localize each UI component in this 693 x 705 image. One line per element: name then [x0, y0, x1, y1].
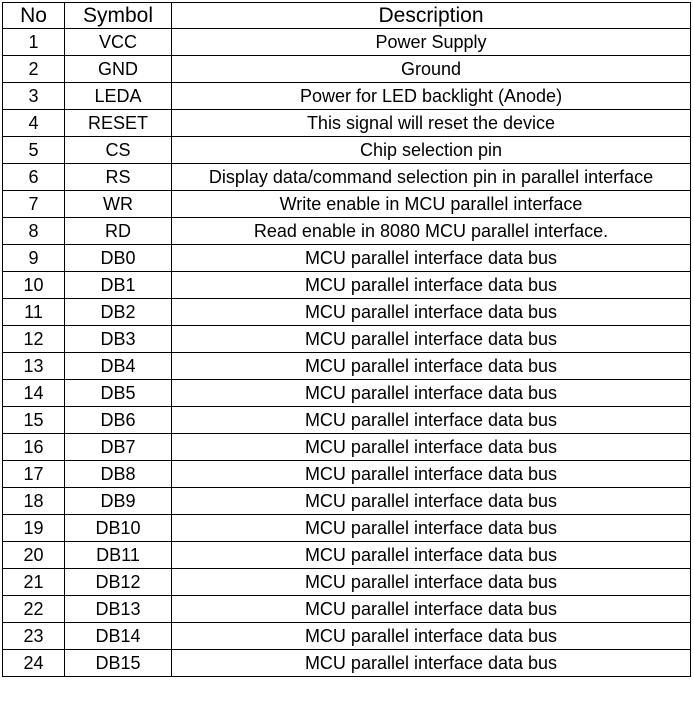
pin-number-cell: 12	[3, 326, 65, 353]
header-no: No	[3, 3, 65, 29]
table-row	[3, 29, 691, 56]
header-symbol: Symbol	[65, 3, 172, 29]
pin-description-cell: Display data/command selection pin in parallel interface	[172, 164, 691, 191]
table-row	[3, 542, 691, 569]
table-row	[3, 326, 691, 353]
pin-description-cell: MCU parallel interface data bus	[172, 407, 691, 434]
pin-symbol-cell: DB8	[65, 461, 172, 488]
pin-description-cell: Read enable in 8080 MCU parallel interface.	[172, 218, 691, 245]
pin-number-cell: 4	[3, 110, 65, 137]
pin-symbol-cell: DB6	[65, 407, 172, 434]
pin-symbol-cell: DB10	[65, 515, 172, 542]
table-body	[3, 29, 691, 677]
pin-number-cell: 11	[3, 299, 65, 326]
pin-symbol-cell: VCC	[65, 29, 172, 56]
pin-symbol-cell: DB0	[65, 245, 172, 272]
table-row	[3, 191, 691, 218]
pin-description-cell: MCU parallel interface data bus	[172, 461, 691, 488]
pin-symbol-cell: WR	[65, 191, 172, 218]
pin-number-cell: 14	[3, 380, 65, 407]
pin-number-cell: 22	[3, 596, 65, 623]
pin-symbol-cell: DB15	[65, 650, 172, 677]
pin-number-cell: 24	[3, 650, 65, 677]
pin-description-cell: MCU parallel interface data bus	[172, 650, 691, 677]
pin-description-cell: MCU parallel interface data bus	[172, 515, 691, 542]
table-row	[3, 380, 691, 407]
pin-description-cell: Power Supply	[172, 29, 691, 56]
pin-number-cell: 10	[3, 272, 65, 299]
pin-symbol-cell: RESET	[65, 110, 172, 137]
pin-description-cell: This signal will reset the device	[172, 110, 691, 137]
table-row	[3, 407, 691, 434]
pin-symbol-cell: LEDA	[65, 83, 172, 110]
table-row	[3, 623, 691, 650]
table-row	[3, 137, 691, 164]
pin-symbol-cell: DB3	[65, 326, 172, 353]
pin-number-cell: 20	[3, 542, 65, 569]
pin-description-cell: MCU parallel interface data bus	[172, 272, 691, 299]
pin-symbol-cell: DB5	[65, 380, 172, 407]
pin-number-cell: 17	[3, 461, 65, 488]
pin-symbol-cell: CS	[65, 137, 172, 164]
pin-description-cell: MCU parallel interface data bus	[172, 353, 691, 380]
pin-description-cell: Ground	[172, 56, 691, 83]
pin-number-cell: 19	[3, 515, 65, 542]
pin-number-cell: 21	[3, 569, 65, 596]
pin-number-cell: 1	[3, 29, 65, 56]
pin-symbol-cell: GND	[65, 56, 172, 83]
pin-number-cell: 13	[3, 353, 65, 380]
pin-definition-table	[2, 2, 691, 677]
table-row	[3, 56, 691, 83]
table-row	[3, 596, 691, 623]
table-row	[3, 218, 691, 245]
pin-number-cell: 9	[3, 245, 65, 272]
pin-description-cell: MCU parallel interface data bus	[172, 299, 691, 326]
table-row	[3, 83, 691, 110]
pin-number-cell: 18	[3, 488, 65, 515]
pin-symbol-cell: RS	[65, 164, 172, 191]
pin-symbol-cell: DB9	[65, 488, 172, 515]
pin-description-cell: Power for LED backlight (Anode)	[172, 83, 691, 110]
pin-symbol-cell: DB14	[65, 623, 172, 650]
header-description: Description	[172, 3, 691, 29]
pin-description-cell: MCU parallel interface data bus	[172, 542, 691, 569]
table-row	[3, 353, 691, 380]
table-row	[3, 488, 691, 515]
pin-symbol-cell: DB1	[65, 272, 172, 299]
table-row	[3, 461, 691, 488]
pin-description-cell: MCU parallel interface data bus	[172, 245, 691, 272]
table-row	[3, 569, 691, 596]
table-row	[3, 164, 691, 191]
pin-symbol-cell: DB11	[65, 542, 172, 569]
pin-description-cell: MCU parallel interface data bus	[172, 569, 691, 596]
pin-description-cell: Write enable in MCU parallel interface	[172, 191, 691, 218]
pin-number-cell: 7	[3, 191, 65, 218]
pin-number-cell: 16	[3, 434, 65, 461]
pin-symbol-cell: RD	[65, 218, 172, 245]
pin-number-cell: 8	[3, 218, 65, 245]
pin-symbol-cell: DB13	[65, 596, 172, 623]
table-row	[3, 299, 691, 326]
table-row	[3, 515, 691, 542]
pin-number-cell: 2	[3, 56, 65, 83]
table-header	[3, 3, 691, 29]
pin-number-cell: 15	[3, 407, 65, 434]
pin-description-cell: MCU parallel interface data bus	[172, 488, 691, 515]
pin-description-cell: MCU parallel interface data bus	[172, 434, 691, 461]
pin-symbol-cell: DB2	[65, 299, 172, 326]
table-row	[3, 245, 691, 272]
pin-symbol-cell: DB7	[65, 434, 172, 461]
pin-number-cell: 23	[3, 623, 65, 650]
pin-description-cell: MCU parallel interface data bus	[172, 380, 691, 407]
pin-number-cell: 5	[3, 137, 65, 164]
table-row	[3, 110, 691, 137]
pin-description-cell: MCU parallel interface data bus	[172, 596, 691, 623]
pin-description-cell: MCU parallel interface data bus	[172, 623, 691, 650]
pin-number-cell: 3	[3, 83, 65, 110]
table-row	[3, 272, 691, 299]
table-row	[3, 650, 691, 677]
table-row	[3, 434, 691, 461]
pin-description-cell: MCU parallel interface data bus	[172, 326, 691, 353]
pin-description-cell: Chip selection pin	[172, 137, 691, 164]
pin-number-cell: 6	[3, 164, 65, 191]
pin-symbol-cell: DB12	[65, 569, 172, 596]
header-row	[3, 3, 691, 29]
pin-symbol-cell: DB4	[65, 353, 172, 380]
